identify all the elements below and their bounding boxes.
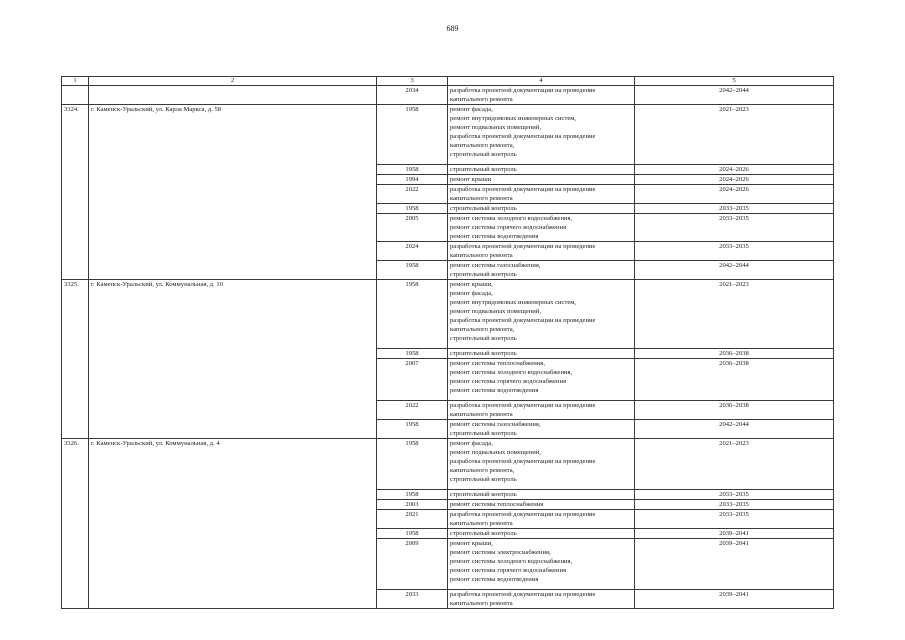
- building-address: [89, 86, 377, 105]
- work-item: ремонт крыши: [450, 176, 492, 183]
- header-row: [62, 77, 834, 86]
- work-item: ремонт системы горячего водоснабжения: [450, 378, 567, 385]
- year-cell: 1958: [377, 105, 448, 165]
- work-item: разработка проектной документации на проведение: [450, 591, 596, 598]
- header-col-5: 5: [635, 77, 834, 86]
- work-item: строительный контроль: [450, 335, 517, 342]
- period-cell: 2033–2035: [635, 490, 834, 500]
- period-cell: 2039–2041: [635, 590, 834, 609]
- building-address: г. Каменск-Уральский, ул. Коммунальная, д. 4: [89, 439, 377, 609]
- works-cell: [448, 185, 635, 204]
- period-cell: 2042–2044: [635, 261, 834, 280]
- work-item: ремонт системы холодного водоснабжения,: [450, 558, 573, 565]
- table-row: [62, 280, 834, 349]
- record-number: 3325.: [62, 280, 89, 439]
- table-row: [62, 86, 834, 105]
- period-cell: 2042–2044: [635, 420, 834, 439]
- record-number: [62, 86, 89, 105]
- work-item: строительный контроль: [450, 205, 517, 212]
- work-item: строительный контроль: [450, 476, 517, 483]
- period-cell: 2033–2035: [635, 214, 834, 242]
- year-cell: 2024: [377, 242, 448, 261]
- work-item: разработка проектной документации на проведение: [450, 317, 596, 324]
- period-cell: 2036–2038: [635, 359, 834, 401]
- year-cell: 1958: [377, 420, 448, 439]
- work-item: ремонт системы горячего водоснабжения: [450, 224, 567, 231]
- work-item: капитального ремонта: [450, 195, 513, 202]
- works-cell: [448, 490, 635, 500]
- building-address: г. Каменск-Уральский, ул. Карла Маркса, д. 58: [89, 105, 377, 280]
- works-cell: [448, 280, 635, 349]
- work-item: капитального ремонта,: [450, 142, 515, 149]
- work-item: ремонт системы водоотведения: [450, 387, 539, 394]
- year-cell: 1994: [377, 175, 448, 185]
- table-row: [62, 439, 834, 490]
- record-number: 3324.: [62, 105, 89, 280]
- period-cell: 2033–2035: [635, 242, 834, 261]
- work-item: ремонт подвальных помещений,: [450, 124, 541, 131]
- works-cell: [448, 349, 635, 359]
- works-cell: [448, 204, 635, 214]
- work-item: капитального ремонта,: [450, 326, 515, 333]
- work-item: капитального ремонта: [450, 411, 513, 418]
- year-cell: 2007: [377, 359, 448, 401]
- year-cell: 2022: [377, 185, 448, 204]
- period-cell: 2036–2038: [635, 401, 834, 420]
- period-cell: 2021–2023: [635, 439, 834, 490]
- works-cell: [448, 105, 635, 165]
- work-item: капитального ремонта: [450, 600, 513, 607]
- header-col-2: 2: [89, 77, 377, 86]
- work-item: разработка проектной документации на проведение: [450, 511, 596, 518]
- period-cell: 2033–2035: [635, 500, 834, 510]
- work-item: капитального ремонта: [450, 96, 513, 103]
- work-item: ремонт подвальных помещений,: [450, 308, 541, 315]
- year-cell: 2003: [377, 500, 448, 510]
- period-cell: 2021–2023: [635, 105, 834, 165]
- table-body: [62, 86, 834, 609]
- work-item: ремонт фасада,: [450, 106, 493, 113]
- work-item: разработка проектной документации на проведение: [450, 458, 596, 465]
- works-cell: [448, 500, 635, 510]
- works-cell: [448, 261, 635, 280]
- year-cell: 1958: [377, 280, 448, 349]
- period-cell: 2039–2041: [635, 529, 834, 539]
- work-item: ремонт системы горячего водоснабжения: [450, 567, 567, 574]
- work-item: ремонт подвальных помещений,: [450, 449, 541, 456]
- year-cell: 2009: [377, 539, 448, 590]
- works-cell: [448, 539, 635, 590]
- header-col-4: 4: [448, 77, 635, 86]
- works-cell: [448, 420, 635, 439]
- period-cell: 2033–2035: [635, 510, 834, 529]
- work-item: строительный контроль: [450, 530, 517, 537]
- work-item: ремонт системы газоснабжения,: [450, 262, 541, 269]
- header-col-3: 3: [377, 77, 448, 86]
- works-cell: [448, 510, 635, 529]
- year-cell: 1958: [377, 261, 448, 280]
- year-cell: 2022: [377, 401, 448, 420]
- work-item: строительный контроль: [450, 430, 517, 437]
- work-item: ремонт крыши,: [450, 281, 493, 288]
- work-item: разработка проектной документации на проведение: [450, 186, 596, 193]
- repair-schedule-table: [61, 76, 834, 609]
- year-cell: 1958: [377, 165, 448, 175]
- work-item: ремонт системы электроснабжения,: [450, 549, 551, 556]
- work-item: ремонт системы водоотведения: [450, 576, 539, 583]
- period-cell: 2024–2026: [635, 165, 834, 175]
- work-item: ремонт системы холодного водоснабжения,: [450, 369, 573, 376]
- period-cell: 2039–2041: [635, 539, 834, 590]
- works-cell: [448, 590, 635, 609]
- year-cell: 2021: [377, 510, 448, 529]
- works-cell: [448, 242, 635, 261]
- works-cell: [448, 175, 635, 185]
- work-item: разработка проектной документации на проведение: [450, 402, 596, 409]
- period-cell: 2042–2044: [635, 86, 834, 105]
- works-cell: [448, 359, 635, 401]
- work-item: капитального ремонта: [450, 520, 513, 527]
- year-cell: 1958: [377, 439, 448, 490]
- work-item: ремонт крыши,: [450, 540, 493, 547]
- header-col-1: 1: [62, 77, 89, 86]
- works-cell: [448, 529, 635, 539]
- page-number: 689: [446, 24, 459, 33]
- work-item: ремонт внутридомовых инженерных систем,: [450, 299, 577, 306]
- year-cell: 1958: [377, 529, 448, 539]
- work-item: ремонт фасада,: [450, 440, 493, 447]
- year-cell: 1958: [377, 490, 448, 500]
- works-cell: [448, 214, 635, 242]
- work-item: строительный контроль: [450, 491, 517, 498]
- work-item: разработка проектной документации на проведение: [450, 133, 596, 140]
- year-cell: 1958: [377, 349, 448, 359]
- work-item: строительный контроль: [450, 350, 517, 357]
- period-cell: 2036–2038: [635, 349, 834, 359]
- year-cell: 1958: [377, 204, 448, 214]
- work-item: строительный контроль: [450, 271, 517, 278]
- works-cell: [448, 401, 635, 420]
- works-cell: [448, 439, 635, 490]
- work-item: ремонт системы водоотведения: [450, 233, 539, 240]
- work-item: ремонт системы теплоснабжения: [450, 501, 544, 508]
- work-item: капитального ремонта,: [450, 467, 515, 474]
- work-item: ремонт системы теплоснабжения,: [450, 360, 545, 367]
- year-cell: 2033: [377, 590, 448, 609]
- period-cell: 2033–2035: [635, 204, 834, 214]
- period-cell: 2024–2026: [635, 175, 834, 185]
- work-item: ремонт фасада,: [450, 290, 493, 297]
- work-item: ремонт внутридомовых инженерных систем,: [450, 115, 577, 122]
- works-cell: [448, 165, 635, 175]
- work-item: капитального ремонта: [450, 252, 513, 259]
- work-item: ремонт системы газоснабжения,: [450, 421, 541, 428]
- work-item: разработка проектной документации на проведение: [450, 87, 596, 94]
- building-address: г. Каменск-Уральский, ул. Коммунальная, д. 10: [89, 280, 377, 439]
- year-cell: 2034: [377, 86, 448, 105]
- work-item: строительный контроль: [450, 166, 517, 173]
- work-item: разработка проектной документации на проведение: [450, 243, 596, 250]
- period-cell: 2024–2026: [635, 185, 834, 204]
- period-cell: 2021–2023: [635, 280, 834, 349]
- table-row: [62, 105, 834, 165]
- works-cell: [448, 86, 635, 105]
- work-item: строительный контроль: [450, 151, 517, 158]
- year-cell: 2005: [377, 214, 448, 242]
- work-item: ремонт системы холодного водоснабжения,: [450, 215, 573, 222]
- record-number: 3326.: [62, 439, 89, 609]
